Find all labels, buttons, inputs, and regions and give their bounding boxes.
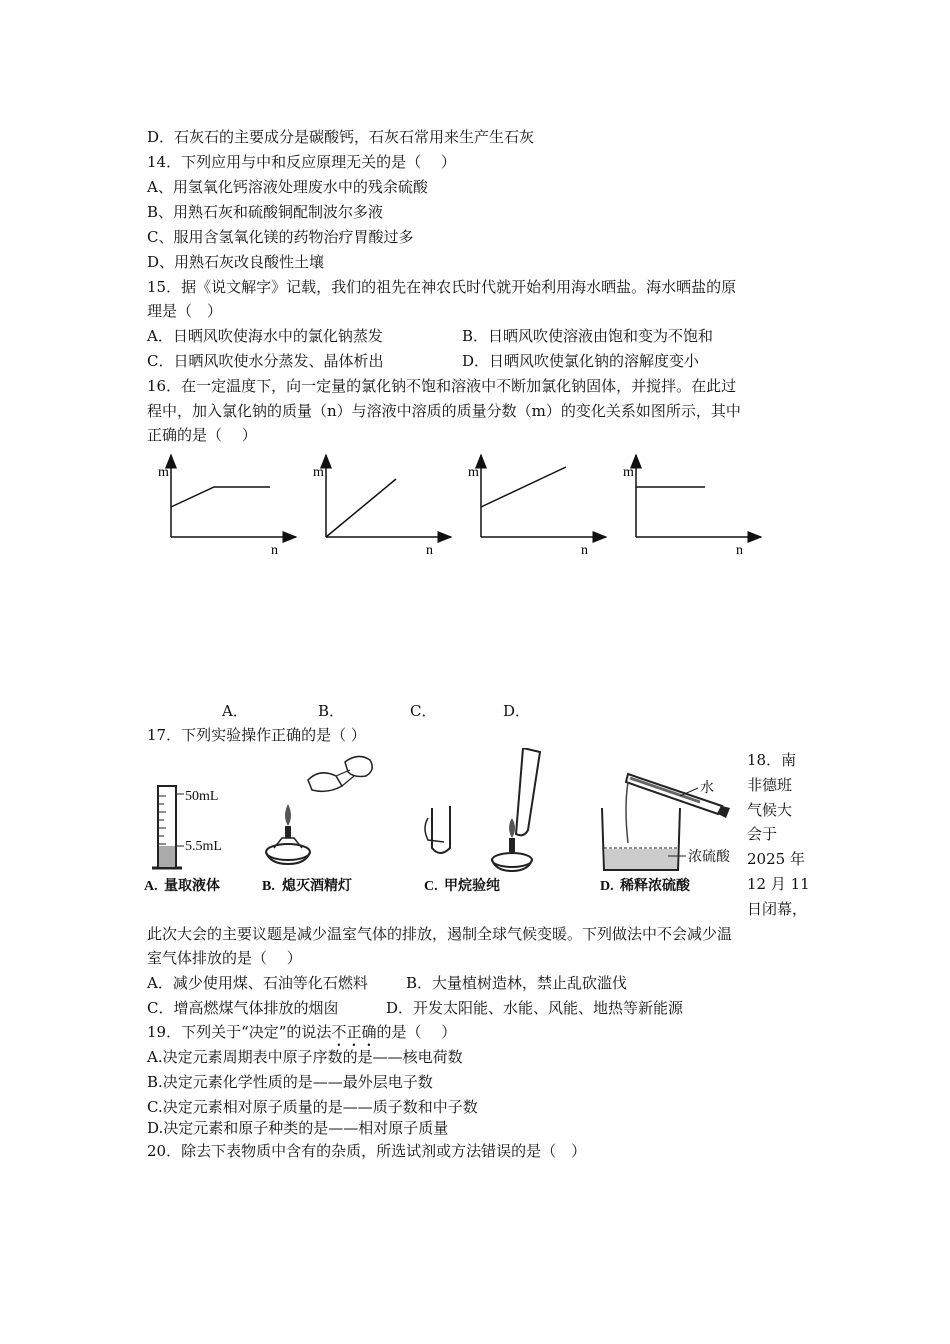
caption-b-letter: B. <box>262 879 275 894</box>
q20-stem: 20．除去下表物质中含有的杂质，所选试剂或方法错误的是（ ） <box>147 1142 587 1160</box>
q13-option-d: D．石灰石的主要成分是碳酸钙，石灰石常用来生产生石灰 <box>147 128 535 146</box>
q16-stem-line2: 程中，加入氯化钠的质量（n）与溶液中溶质的质量分数（m）的变化关系如图所示，其中 <box>147 402 741 420</box>
q17-figure <box>140 748 740 896</box>
graph-d <box>623 455 761 558</box>
q19-option-b: B.决定元素化学性质的是——最外层电子数 <box>147 1073 433 1091</box>
graph-b-curve <box>326 479 396 537</box>
caption-a-letter: A. <box>144 879 158 894</box>
q18-option-d: D．开发太阳能、水能、风能、地热等新能源 <box>386 999 684 1017</box>
q14-option-b: B、用熟石灰和硫酸铜配制波尔多液 <box>147 203 384 221</box>
figure-c-methane-test <box>425 748 540 871</box>
graph-a <box>158 455 296 558</box>
q15-option-b: B．日晒风吹使溶液由饱和变为不饱和 <box>462 327 714 345</box>
q19-option-c: C.决定元素相对原子质量的是——质子数和中子数 <box>147 1098 478 1116</box>
q16-stem-line3: 正确的是（ ） <box>147 426 257 444</box>
q18-side-6: 12 月 11 <box>747 875 810 893</box>
graph-d-x-label: n <box>736 543 743 558</box>
graph-d-y-label: m <box>623 465 634 480</box>
caption-c-letter: C. <box>424 879 438 894</box>
q18-option-c: C．增高燃煤气体排放的烟囱 <box>147 999 339 1017</box>
q14-stem: 14．下列应用与中和反应原理无关的是（ ） <box>147 153 456 171</box>
q15-option-d: D．日晒风吹使氯化钠的溶解度变小 <box>462 352 700 370</box>
q15-option-a: A．日晒风吹使海水中的氯化钠蒸发 <box>147 327 383 345</box>
q18-side-1: 18．南 <box>747 751 797 769</box>
q18-stem-line2: 室气体排放的是（ ） <box>147 949 302 967</box>
graph-a-curve <box>171 487 270 507</box>
graph-a-y-label: m <box>158 465 169 480</box>
q15-option-c: C．日晒风吹使水分蒸发、晶体析出 <box>147 352 384 370</box>
q18-option-a: A．减少使用煤、石油等化石燃料 <box>147 974 368 992</box>
cyl-mark-label: 5.5mL <box>185 839 222 854</box>
figure-a-cylinder <box>152 786 222 868</box>
q19-stem-emphasis: 不正确 <box>331 1023 377 1041</box>
acid-label: 浓硫酸 <box>688 850 730 865</box>
graph-choice-c: C． <box>410 702 437 720</box>
q15-stem-line2: 理是（ ） <box>147 302 223 320</box>
graph-choice-d: D． <box>503 702 531 720</box>
graph-c-curve <box>481 467 566 507</box>
caption-a-text: 量取液体 <box>164 879 220 894</box>
graph-a-x-label: n <box>271 543 278 558</box>
q15-stem-line1: 15．据《说文解字》记载，我们的祖先在神农氏时代就开始利用海水晒盐。海水晒盐的原 <box>147 278 737 296</box>
caption-d-letter: D. <box>600 879 614 894</box>
graph-choice-a: A． <box>222 702 248 720</box>
q18-side-3: 气候大 <box>747 801 793 819</box>
q18-stem-line1: 此次大会的主要议题是减少温室气体的排放，遏制全球气候变暖。下列做法中不会减少温 <box>147 925 733 943</box>
graph-b-x-label: n <box>426 543 433 558</box>
graph-c <box>468 455 606 558</box>
caption-d-text: 稀释浓硫酸 <box>620 879 690 894</box>
figure-b-alcohol-lamp <box>266 756 372 864</box>
q19-option-a: A.决定元素周期表中原子序数的是——核电荷数 <box>147 1048 463 1066</box>
caption-c-text: 甲烷验纯 <box>444 879 500 894</box>
graph-b <box>313 455 451 558</box>
cyl-top-label: 50mL <box>185 789 219 804</box>
q19-stem <box>147 1022 456 1050</box>
graph-choice-b: B． <box>318 702 345 720</box>
graph-c-y-label: m <box>468 465 479 480</box>
water-label: 水 <box>700 781 714 796</box>
q14-option-c: C、服用含氢氧化镁的药物治疗胃酸过多 <box>147 228 414 246</box>
q18-side-4: 会于 <box>747 825 778 843</box>
q18-option-b: B．大量植树造林，禁止乱砍滥伐 <box>406 974 628 992</box>
q16-graphs <box>150 450 780 565</box>
q14-option-a: A、用氢氧化钙溶液处理废水中的残余硫酸 <box>147 178 428 196</box>
q19-option-d: D.决定元素和原子种类的是——相对原子质量 <box>147 1119 449 1137</box>
q19-stem-pre: 19．下列关于“决定”的说法 <box>147 1023 332 1041</box>
q14-option-d: D、用熟石灰改良酸性土壤 <box>147 253 325 271</box>
q17-stem: 17．下列实验操作正确的是（ ） <box>147 726 366 744</box>
q18-side-7: 日闭幕， <box>747 900 808 918</box>
q19-stem-post: 的是（ ） <box>376 1023 457 1041</box>
figure-d-dilute-acid <box>602 774 731 870</box>
q16-stem-line1: 16．在一定温度下，向一定量的氯化钠不饱和溶液中不断加氯化钠固体，并搅拌。在此过 <box>147 377 737 395</box>
graph-c-x-label: n <box>581 543 588 558</box>
caption-b-text: 熄灭酒精灯 <box>282 879 352 894</box>
q18-side-2: 非德班 <box>747 776 793 794</box>
q18-side-5: 2025 年 <box>747 850 805 868</box>
graph-b-y-label: m <box>313 465 324 480</box>
